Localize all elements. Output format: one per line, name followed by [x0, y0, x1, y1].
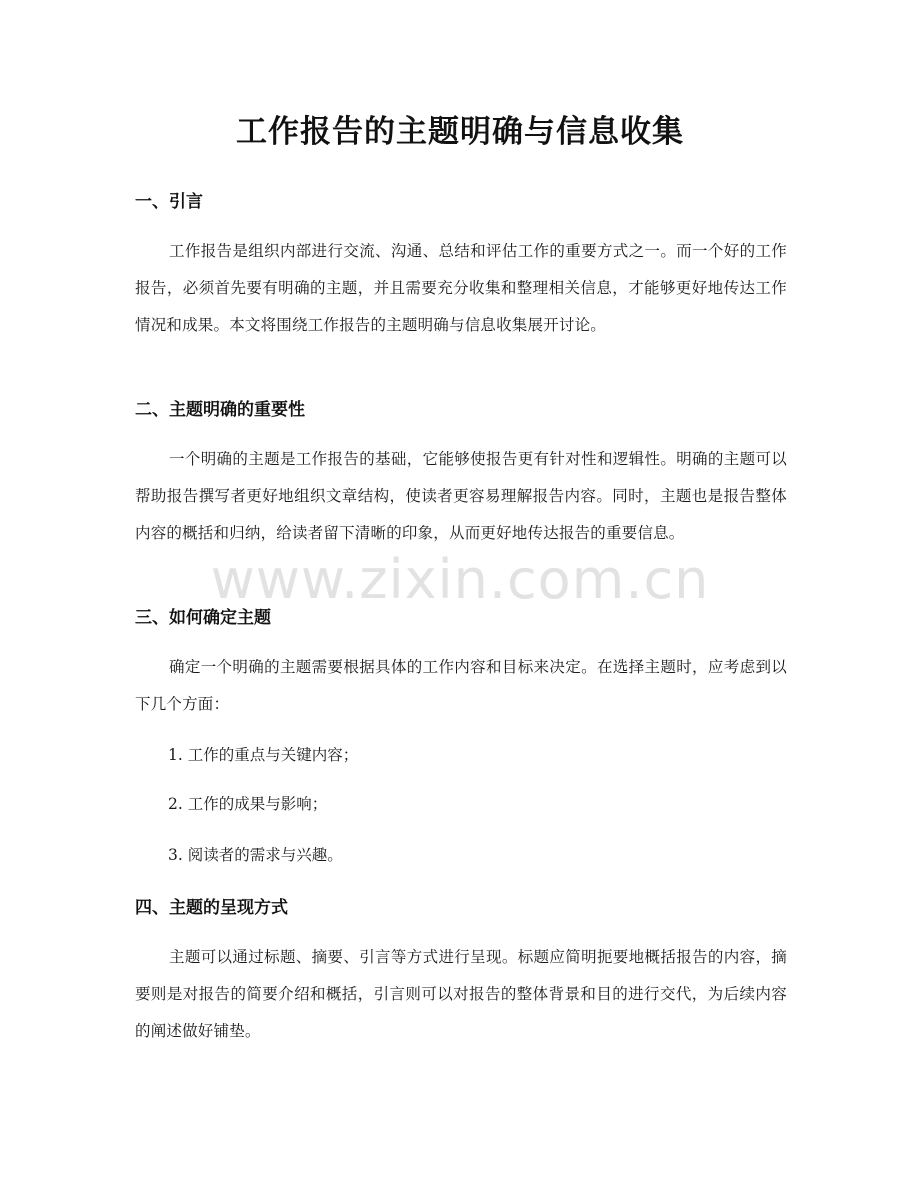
list-item: 1. 工作的重点与关键内容； — [168, 746, 359, 764]
section-presentation — [135, 894, 787, 922]
section-presentation-body — [135, 939, 787, 1050]
list-item: 2. 工作的成果与影响； — [168, 795, 328, 813]
section-importance — [135, 396, 787, 424]
section-introduction-body — [135, 233, 787, 344]
watermark: www.zixin.com.cn — [210, 548, 710, 611]
section-heading: 二、主题明确的重要性 — [135, 400, 305, 420]
paragraph: 主题可以通过标题、摘要、引言等方式进行呈现。标题应简明扼要地概括报告的内容，摘要则是对报告的简要介绍和概括，引言则可以对报告的整体背景和目的进行交代，为后续内容的阐述做好铺垫。 — [135, 948, 787, 1040]
list-item: 3. 阅读者的需求与兴趣。 — [168, 846, 343, 864]
section-introduction — [135, 188, 787, 216]
paragraph: 一个明确的主题是工作报告的基础，它能够使报告更有针对性和逻辑性。明确的主题可以帮助报告撰写者更好地组织文章结构，使读者更容易理解报告内容。同时，主题也是报告整体内容的概括和归纳，给读者留下清晰的印象，从而更好地传达报告的重要信息。 — [135, 450, 787, 542]
section-heading: 三、如何确定主题 — [135, 608, 271, 628]
section-determine-theme-body — [135, 649, 787, 723]
section-heading: 一、引言 — [135, 192, 203, 212]
document-title: 工作报告的主题明确与信息收集 — [236, 114, 684, 150]
section-determine-theme — [135, 604, 787, 632]
section-heading: 四、主题的呈现方式 — [135, 898, 288, 918]
section-importance-body — [135, 441, 787, 552]
paragraph: 工作报告是组织内部进行交流、沟通、总结和评估工作的重要方式之一。而一个好的工作报告，必须首先要有明确的主题，并且需要充分收集和整理相关信息，才能够更好地传达工作情况和成果。本文将围绕工作报告的主题明确与信息收集展开讨论。 — [135, 242, 787, 334]
paragraph: 确定一个明确的主题需要根据具体的工作内容和目标来决定。在选择主题时，应考虑到以下几个方面： — [135, 658, 787, 713]
